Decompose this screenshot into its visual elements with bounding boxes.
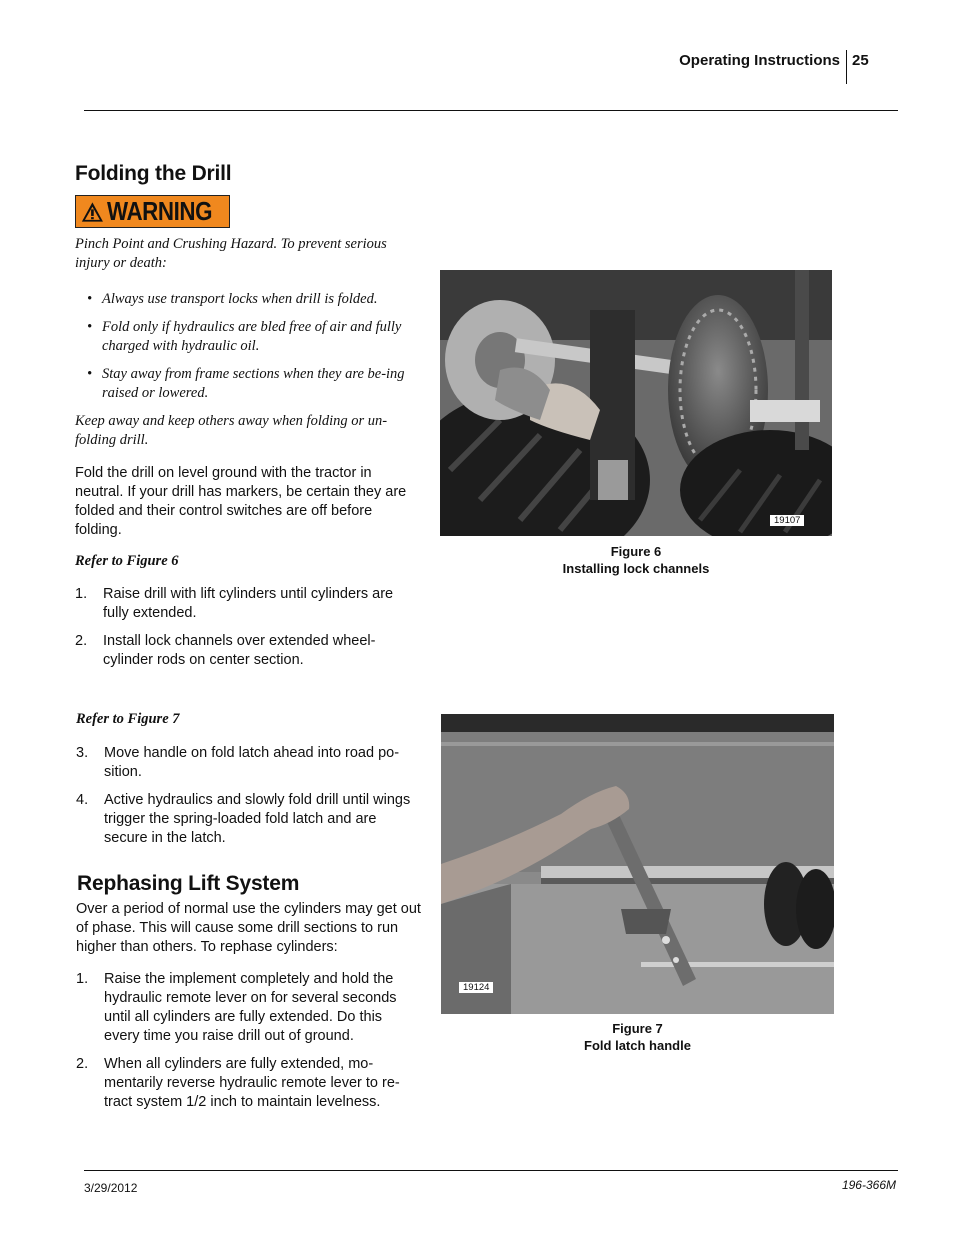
list-item: [87, 365, 412, 403]
figure-6-label: Figure 6: [610, 544, 662, 559]
step-text: Active hydraulics and slowly fold drill until wings trigger the spring-loaded fold latch and are secure in the latch.: [104, 792, 411, 846]
bullet-icon: •: [87, 319, 93, 335]
folding-paragraph: Fold the drill on level ground with the tractor in neutral. If your drill has markers, be certain they are folded and their control switches are off before folding.: [75, 465, 407, 538]
reference-figure-6: Refer to Figure 6: [75, 553, 179, 569]
figure-7-photo: [441, 714, 834, 1014]
step-text: Raise drill with lift cylinders until cylinders are fully extended.: [103, 586, 394, 621]
warning-intro: Pinch Point and Crushing Hazard. To prevent serious injury or death:: [75, 236, 387, 271]
steps-list-b: [76, 744, 421, 848]
footer-rule: [84, 1170, 898, 1171]
footer-doc-number: 196-366M: [841, 1178, 896, 1192]
bullet-text: Stay away from frame sections when they are be-ing raised or lowered.: [102, 366, 405, 401]
step-text: Raise the implement completely and hold the hydraulic remote lever on for several seconds until all cylinders are fully extended. Do this every time you raise drill out of ground.: [104, 971, 397, 1044]
page-number: 25: [852, 52, 869, 69]
figure-6-illustration: [440, 270, 832, 536]
list-item: [75, 585, 420, 623]
figure-7-illustration: [441, 714, 834, 1014]
bullet-icon: •: [87, 291, 93, 307]
rephasing-paragraph: Over a period of normal use the cylinders may get out of phase. This will cause some drill sections to run higher than others. To rephase cylinders:: [76, 901, 421, 955]
header-rule: [84, 110, 898, 111]
step-text: Move handle on fold latch ahead into road po-sition.: [104, 745, 400, 780]
list-item: [76, 744, 421, 782]
step-number: 2.: [75, 633, 88, 649]
figure-7-id: 19124: [459, 982, 493, 993]
step-number: 2.: [76, 1056, 89, 1072]
warning-text: WARNING: [106, 196, 212, 226]
rephasing-steps-list: [76, 970, 421, 1112]
step-number: 4.: [76, 792, 89, 808]
step-text: When all cylinders are fully extended, mo-mentarily reverse hydraulic remote lever to re-tract system 1/2 inch to maintain levelness.: [104, 1056, 400, 1110]
step-number: 1.: [75, 586, 88, 602]
figure-7-title: Fold latch handle: [584, 1038, 691, 1053]
figure-7-caption: [441, 1020, 834, 1054]
steps-list-a: [75, 585, 420, 670]
figure-6-id: 19107: [770, 515, 804, 526]
list-item: [75, 632, 420, 670]
warning-label: [75, 195, 230, 228]
list-item: [76, 1055, 421, 1112]
step-text: Install lock channels over extended wheel-cylinder rods on center section.: [103, 633, 376, 668]
step-number: 3.: [76, 745, 89, 761]
step-number: 1.: [76, 971, 89, 987]
list-item: [87, 318, 412, 356]
bullet-text: Always use transport locks when drill is folded.: [102, 291, 378, 307]
list-item: [76, 970, 421, 1046]
figure-6-title: Installing lock channels: [562, 561, 710, 576]
warning-triangle-icon: [81, 199, 104, 225]
section-title-folding: Folding the Drill: [75, 162, 232, 185]
list-item: [87, 290, 412, 309]
reference-figure-7: Refer to Figure 7: [76, 711, 180, 727]
footer-date: 3/29/2012: [84, 1181, 138, 1195]
list-item: [76, 791, 421, 848]
header-divider: [846, 50, 847, 84]
section-title-rephasing: Rephasing Lift System: [77, 872, 300, 895]
figure-6-caption: [440, 543, 832, 577]
bullet-icon: •: [87, 366, 93, 382]
warning-outro: Keep away and keep others away when folding or un-folding drill.: [75, 413, 388, 448]
figure-6-photo: [440, 270, 832, 536]
warning-bullet-list: [87, 290, 412, 403]
figure-7-label: Figure 7: [612, 1021, 663, 1036]
running-header-section: Operating Instructions: [679, 52, 840, 69]
bullet-text: Fold only if hydraulics are bled free of air and fully charged with hydraulic oil.: [102, 319, 402, 354]
